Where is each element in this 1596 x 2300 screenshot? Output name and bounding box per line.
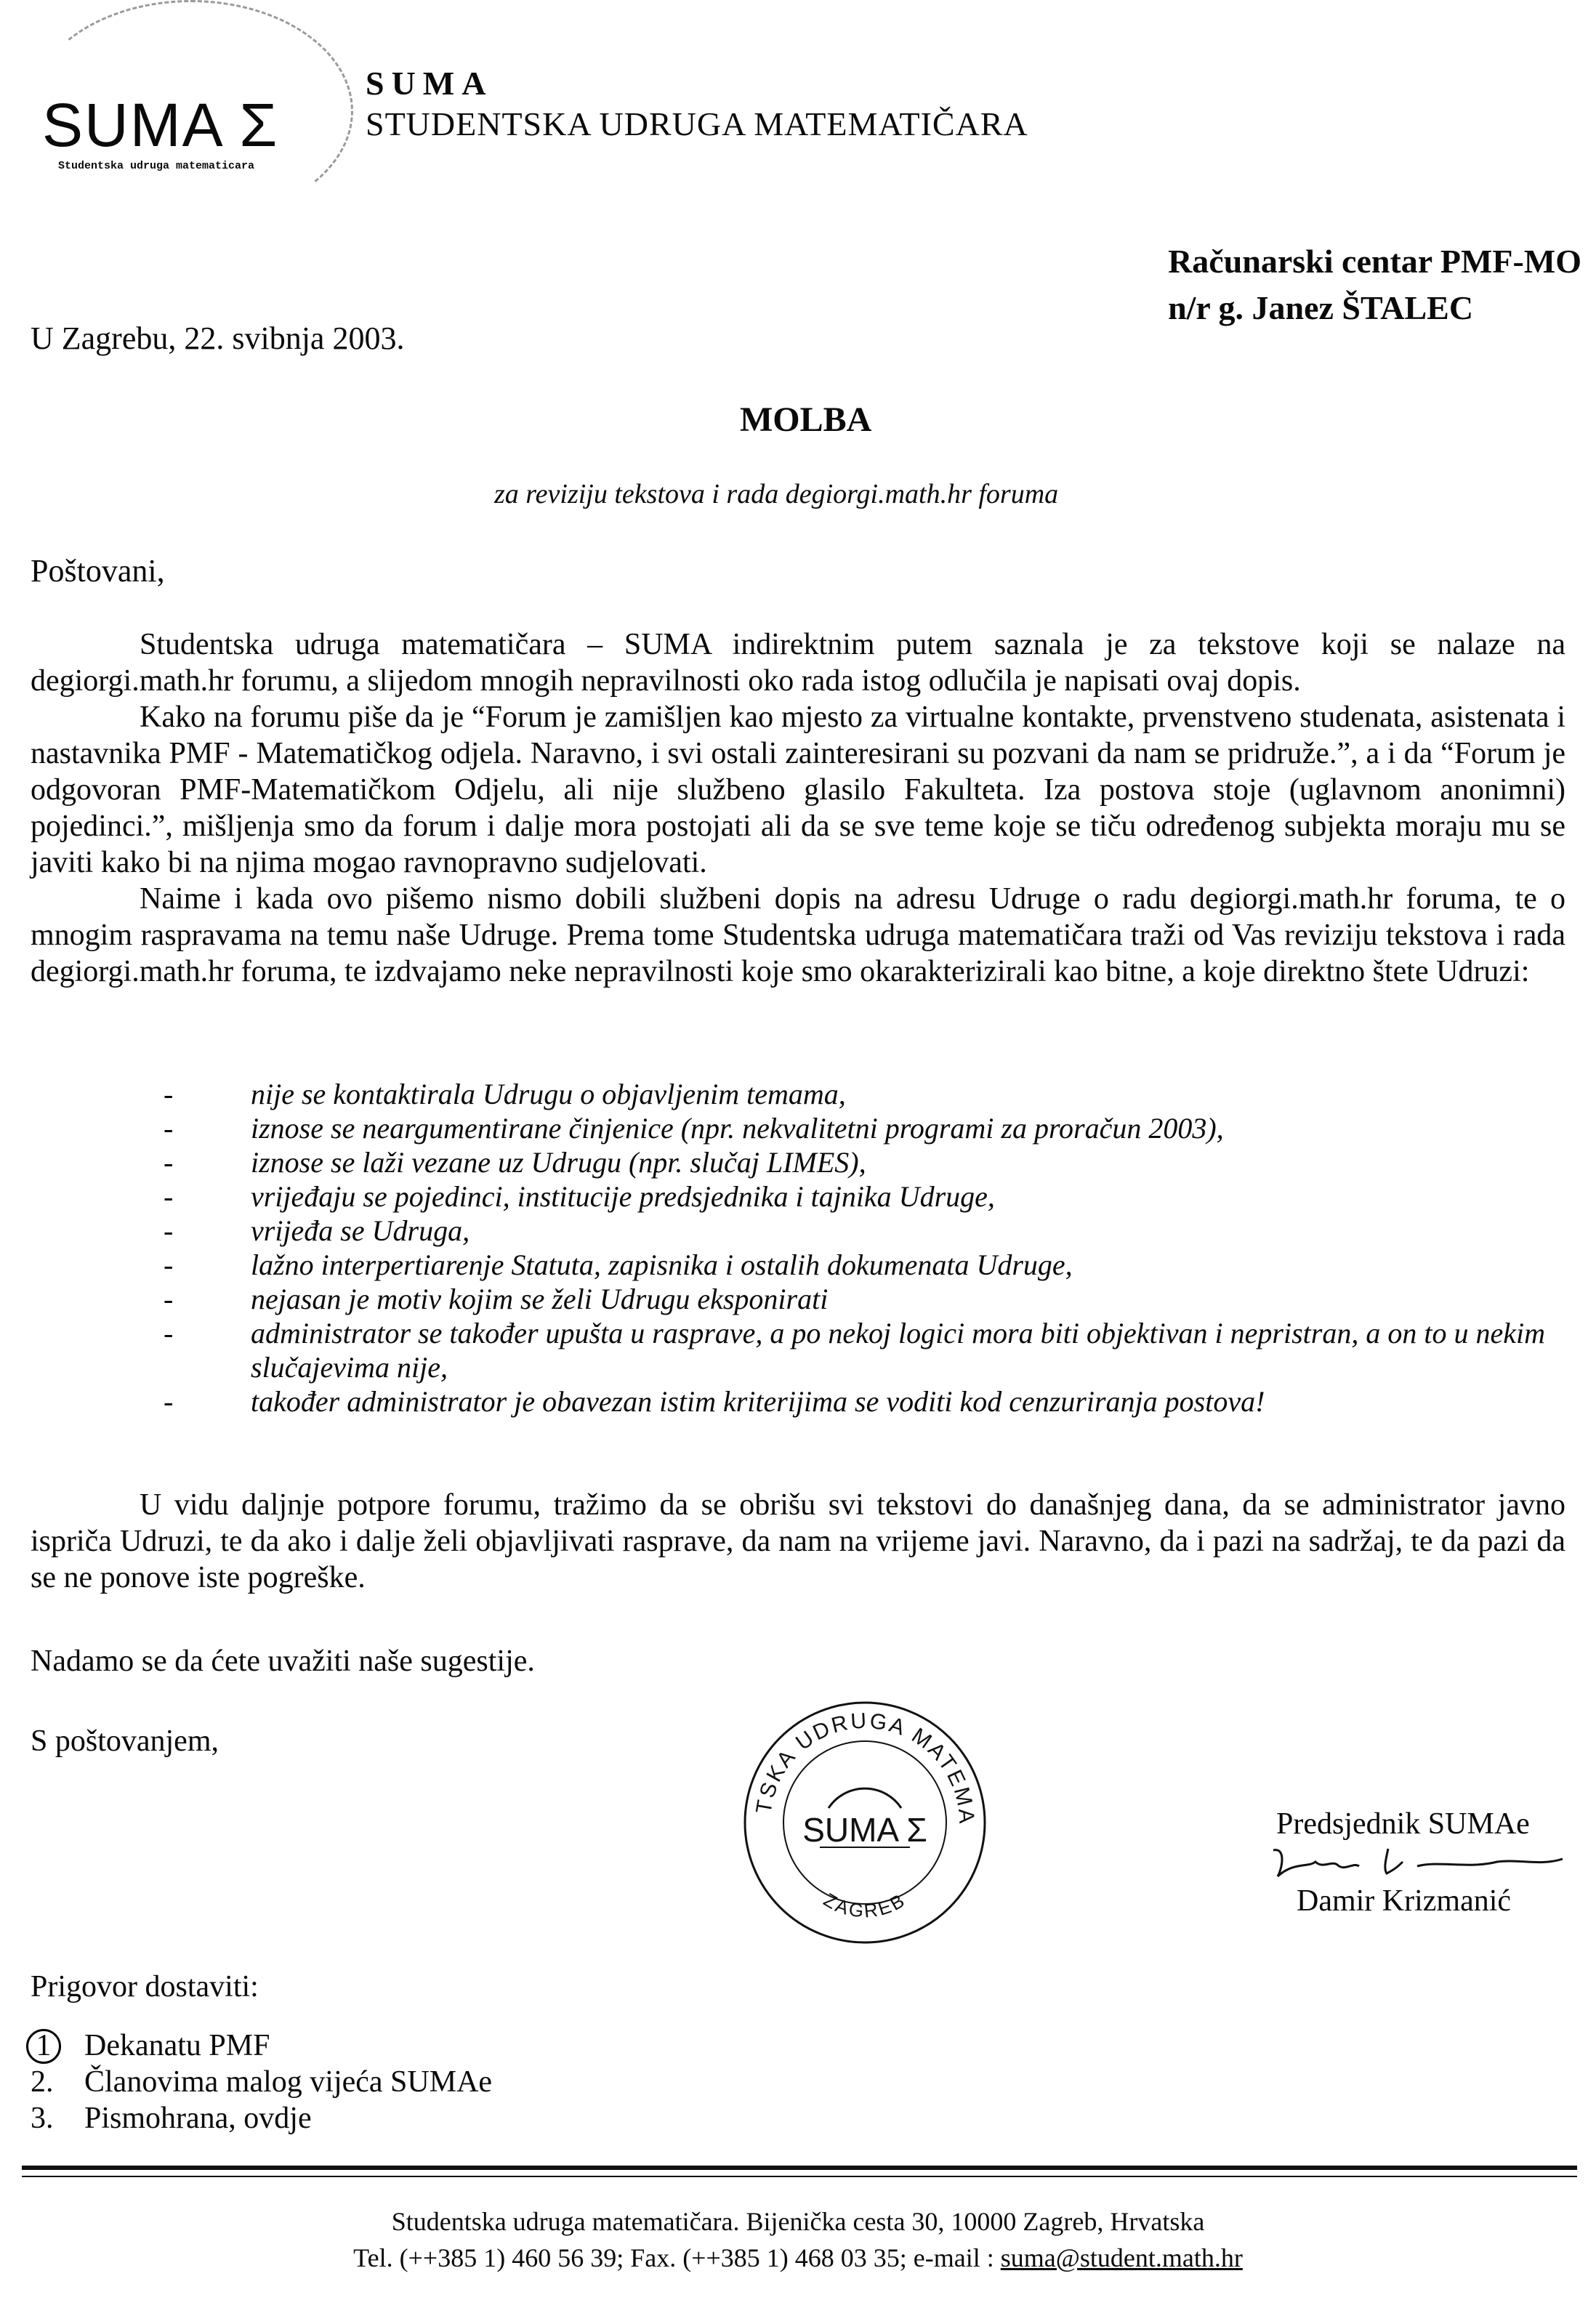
distribution-title: Prigovor dostaviti: xyxy=(31,1970,259,2004)
logo-wordmark: SUMA Σ xyxy=(42,91,279,159)
greeting: Poštovani, xyxy=(31,553,165,589)
signer-title: Predsjednik SUMAe xyxy=(1276,1807,1530,1841)
closing-line: Nadamo se da ćete uvažiti naše sugestije. xyxy=(31,1645,535,1678)
list-item: - lažno interpertiarenje Statuta, zapisnika i ostalih dokumenata Udruge, xyxy=(164,1248,1588,1282)
list-item: - administrator se također upušta u rasprave, a po nekoj logici mora biti objektivan i nepristran, a on to u nekim slučajevima nije, xyxy=(164,1316,1588,1384)
list-item-text: Dekanatu PMF xyxy=(84,2029,270,2062)
regards-line: S poštovanjem, xyxy=(31,1724,219,1758)
distribution-list xyxy=(31,2027,492,2136)
footer-divider-thin xyxy=(22,2176,1577,2177)
org-full-name: STUDENTSKA UDRUGA MATEMATIČARA xyxy=(366,105,1028,142)
letter-date: U Zagrebu, 22. svibnja 2003. xyxy=(31,320,405,356)
list-item: - vrijeđa se Udruga, xyxy=(164,1214,1588,1248)
list-item xyxy=(31,2100,492,2136)
body-paragraph: U vidu daljnje potpore forumu, tražimo da se obrišu svi tekstovi do današnjeg dana, da se administrator javno ispriča Udruzi, te da ako i dalje želi objavljivati rasprave, da nam na vrijeme javi. Naravno, da i pazi na sadržaj, te da pazi da se ne ponove iste pogreške. xyxy=(31,1488,1565,1594)
list-item-number: 3. xyxy=(31,2102,54,2135)
list-item xyxy=(31,2064,492,2100)
signer-name: Damir Krizmanić xyxy=(1297,1884,1512,1918)
letter-body-intro xyxy=(31,626,1565,990)
org-short-name: SUMA xyxy=(366,65,493,102)
recipient-line-1: Računarski centar PMF-MO xyxy=(1168,243,1581,280)
body-paragraph: Studentska udruga matematičara – SUMA indirektnim putem saznala je za tekstove koji se nalaze na degiorgi.math.hr forumu, a slijedom mnogih nepravilnosti oko rada istog odlučila je napisati ovaj dopis. xyxy=(31,628,1565,698)
list-item-text: Članovima malog vijeća SUMAe xyxy=(84,2065,493,2099)
stamp-center-text: SUMA Σ xyxy=(802,1811,927,1849)
recipient-block xyxy=(1168,238,1581,331)
issues-list xyxy=(164,1077,1588,1419)
list-item: - iznose se neargumentirane činjenice (npr. nekvalitetni programi za proračun 2003), xyxy=(164,1111,1588,1145)
stamp-ring-text: TSKA UDRUGA MATEMA xyxy=(751,1708,979,1825)
official-stamp xyxy=(741,1699,988,1946)
suma-logo xyxy=(42,91,279,172)
letter-subject-subtitle: za reviziju tekstova i rada degiorgi.math.hr foruma xyxy=(494,479,1059,509)
letter-subject: MOLBA xyxy=(740,400,872,439)
body-paragraph: Naime i kada ovo pišemo nismo dobili službeni dopis na adresu Udruge o radu degiorgi.math.hr foruma, te o mnogim raspravama na temu naše Udruge. Prema tome Studentska udruga matematičara traži od Vas reviziju tekstova i rada degiorgi.math.hr foruma, te izdvajamo neke nepravilnosti koje smo okarakterizirali kao bitne, a koje direktno štete Udruzi: xyxy=(31,882,1565,988)
footer-address: Studentska udruga matematičara. Bijenička cesta 30, 10000 Zagreb, Hrvatska xyxy=(391,2207,1205,2236)
list-item-number: 2. xyxy=(31,2065,54,2099)
list-item: - vrijeđaju se pojedinci, institucije predsjednika i tajnika Udruge, xyxy=(164,1179,1588,1214)
list-item: - također administrator je obavezan istim kriterijima se voditi kod cenzuriranja postova! xyxy=(164,1384,1588,1419)
list-item: - nije se kontaktirala Udrugu o objavljenim temama, xyxy=(164,1077,1588,1111)
stamp-graphic xyxy=(741,1699,988,1946)
body-paragraph: Kako na forumu piše da je “Forum je zamišljen kao mjesto za virtualne kontakte, prvenstveno studenata, asistenata i nastavnika PMF - Matematičkog odjela. Naravno, i svi ostali zainteresirani su pozvani da nam se pridruže.”, a i da “Forum je odgovoran PMF-Matematičkom Odjelu, ali nije službeno glasilo Fakulteta. Iza postova stoje (uglavnom anonimni) pojedinci.”, mišljenja smo da forum i dalje mora postojati ali da se sve teme koje se tiču određenog subjekta moraju mu se javiti kako bi na njima mogao ravnopravno sudjelovati. xyxy=(31,701,1565,879)
footer-email-link[interactable]: suma@student.math.hr xyxy=(1000,2243,1243,2272)
footer-phone-fax: Tel. (++385 1) 460 56 39; Fax. (++385 1) 468 03 35; e-mail : xyxy=(353,2243,1001,2272)
logo-tagline: Studentska udruga matematicara xyxy=(58,160,255,172)
list-item-text: Pismohrana, ovdje xyxy=(84,2102,312,2135)
recipient-line-2: n/r g. Janez ŠTALEC xyxy=(1168,289,1474,326)
footer-contacts xyxy=(0,2243,1596,2273)
letter-body-request xyxy=(31,1487,1565,1596)
stamp-city-text: ZAGREB xyxy=(820,1888,910,1922)
list-item: - iznose se laži vezane uz Udrugu (npr. slučaj LIMES), xyxy=(164,1145,1588,1179)
list-item: - nejasan je motiv kojim se želi Udrugu eksponirati xyxy=(164,1282,1588,1316)
footer-divider xyxy=(22,2166,1577,2170)
circled-number: 1 xyxy=(26,2029,61,2064)
list-item xyxy=(31,2027,492,2064)
